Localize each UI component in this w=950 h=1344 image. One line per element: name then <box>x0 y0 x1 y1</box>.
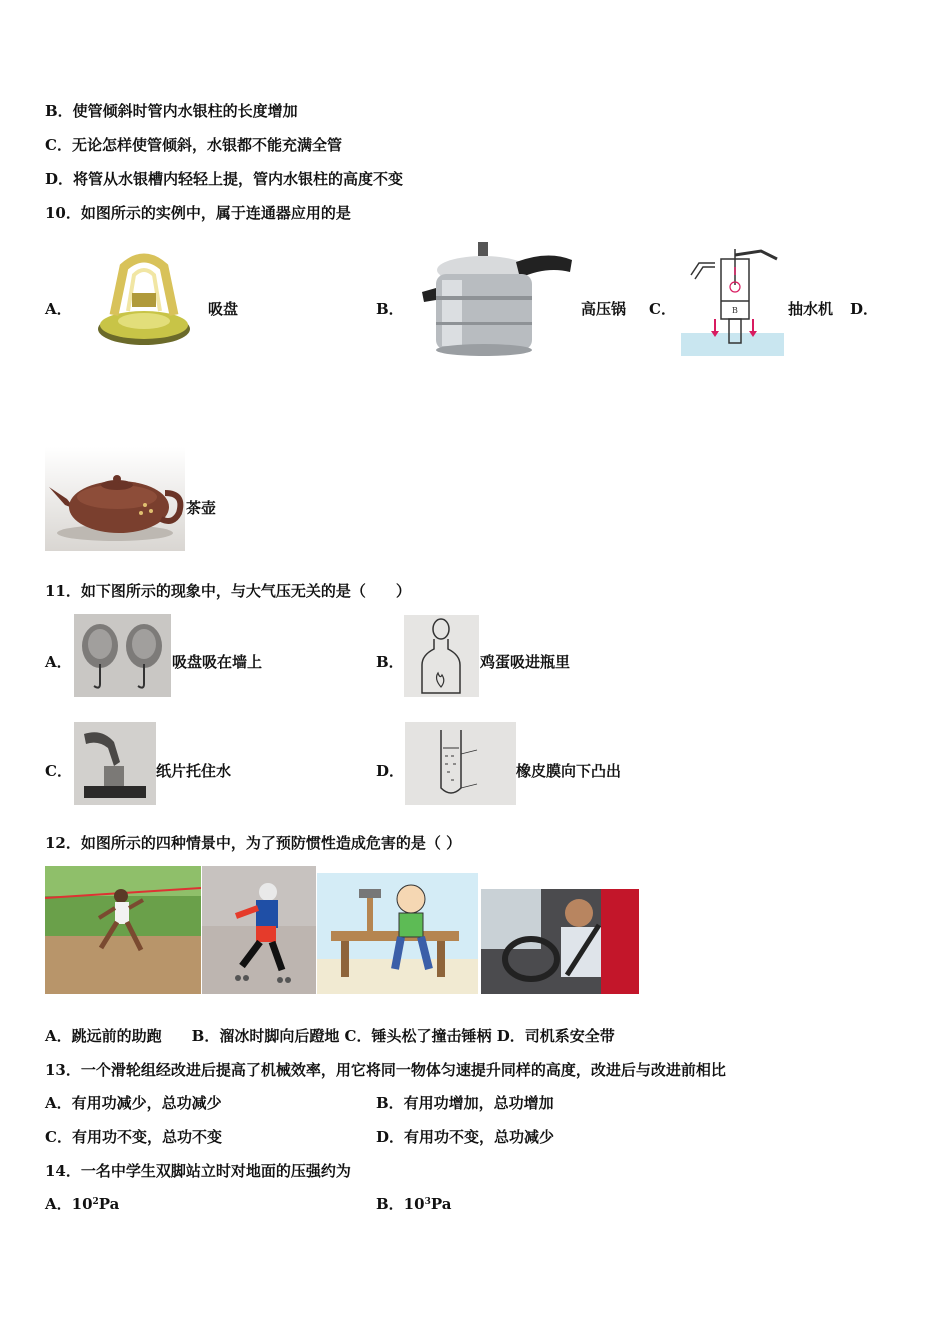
pressure-cooker-image <box>420 240 575 358</box>
q11-a-label: 吸盘吸在墙上 <box>172 653 263 671</box>
q13-stem: 13．一个滑轮组经改进后提高了机械效率，用它将同一物体匀速提升同样的高度，改进后与改进前相比 <box>45 1061 726 1079</box>
q10-b-label: 高压锅 <box>581 300 627 318</box>
long-jump-image <box>45 866 201 994</box>
q9-option-b: B．使管倾斜时管内水银柱的长度增加 <box>45 102 298 120</box>
q11-c-label: 纸片托住水 <box>156 762 232 780</box>
q12-options: A．跳远前的助跑 B．溜冰时脚向后蹬地 C．锤头松了撞击锤柄 D．司机系安全带 <box>45 1027 615 1045</box>
hammer-cartoon-image <box>317 873 478 994</box>
teapot-image <box>45 447 185 551</box>
q9-option-c: C．无论怎样使管倾斜，水银都不能充满全管 <box>45 136 342 154</box>
q11-b-letter: B． <box>376 653 404 671</box>
q11-a-letter: A． <box>45 653 72 671</box>
q13-option-a: A．有用功减少，总功减少 <box>45 1094 222 1112</box>
q11-c-letter: C． <box>45 762 72 780</box>
q10-stem: 10．如图所示的实例中，属于连通器应用的是 <box>45 204 351 222</box>
q10-a-label: 吸盘 <box>208 300 239 318</box>
q10-c-label: 抽水机 <box>788 300 834 318</box>
q12-stem: 12．如图所示的四种情景中，为了预防惯性造成危害的是（ ） <box>45 834 462 852</box>
q14-a-exponent: 2 <box>92 1197 99 1207</box>
q11-d-letter: D． <box>376 762 405 780</box>
q13-option-d: D．有用功不变，总功减少 <box>376 1128 555 1146</box>
q14-b-unit: Pa <box>430 1195 452 1213</box>
q11-stem: 11．如下图所示的现象中，与大气压无关的是（ ） <box>45 582 411 600</box>
q10-b-letter: B． <box>376 300 404 318</box>
q13-option-b: B．有用功增加，总功增加 <box>376 1094 554 1112</box>
seatbelt-image <box>481 889 639 994</box>
suction-cup-image <box>92 245 195 350</box>
water-pump-diagram <box>681 245 784 356</box>
paper-water-image <box>74 722 156 805</box>
q10-a-letter: A． <box>45 300 72 318</box>
egg-bottle-image <box>404 615 479 697</box>
q11-d-label: 橡皮膜向下凸出 <box>516 762 622 780</box>
q11-b-label: 鸡蛋吸进瓶里 <box>480 653 571 671</box>
rubber-membrane-image <box>405 722 516 805</box>
q9-option-d: D．将管从水银槽内轻轻上提，管内水银柱的高度不变 <box>45 170 404 188</box>
q10-d-label: 茶壶 <box>186 499 217 517</box>
q14-a-unit: Pa <box>98 1195 120 1213</box>
q13-option-c: C．有用功不变，总功不变 <box>45 1128 222 1146</box>
skating-image <box>202 866 316 994</box>
q14-b-exponent: 3 <box>424 1197 431 1207</box>
q14-b-base: B．10 <box>376 1195 425 1213</box>
q10-d-letter: D． <box>850 300 879 318</box>
q14-stem: 14．一名中学生双脚站立时对地面的压强约为 <box>45 1162 351 1180</box>
q10-c-letter: C． <box>649 300 676 318</box>
q14-option-b <box>376 1194 451 1214</box>
q14-option-a <box>45 1194 119 1214</box>
pump-valve-label: B <box>732 306 738 315</box>
q14-a-base: A．10 <box>45 1195 93 1213</box>
suction-hooks-image <box>74 614 171 697</box>
